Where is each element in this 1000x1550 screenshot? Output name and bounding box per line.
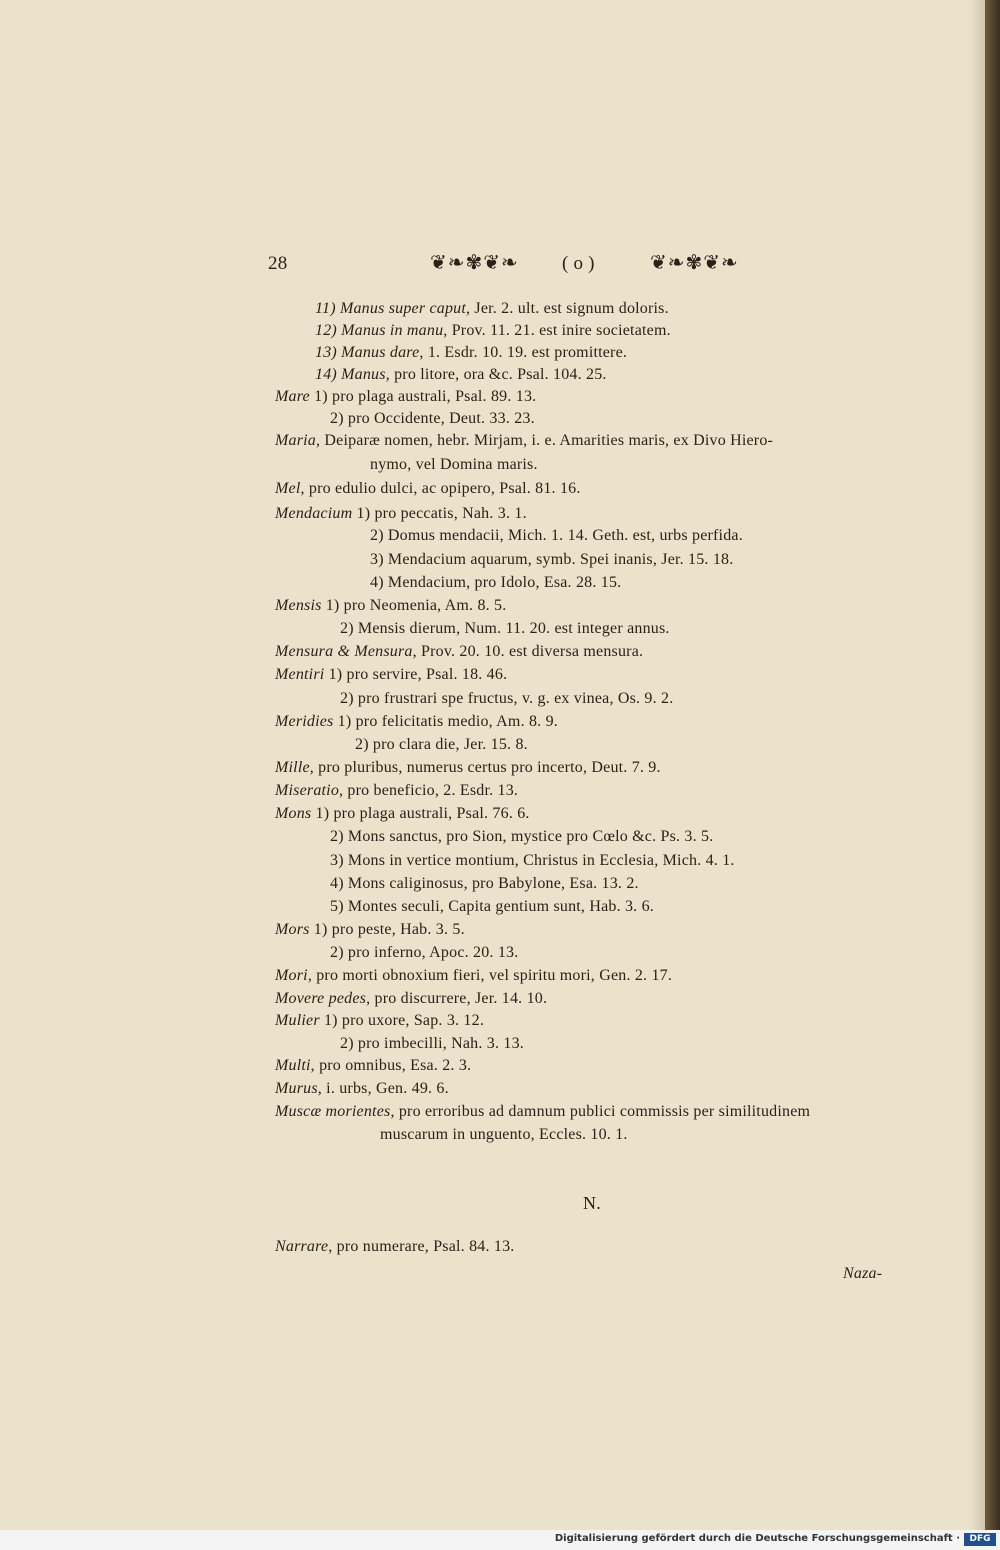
entry-line — [330, 898, 654, 916]
entry-definition: , pro discurrere, Jer. 14. 10. — [366, 990, 548, 1007]
entry-definition: 4) Mons caliginosus, pro Babylone, Esa. 13. 2. — [330, 875, 639, 892]
entry-definition: 1) pro peste, Hab. 3. 5. — [309, 921, 465, 938]
entry-definition: , pro litore, ora &c. Psal. 104. 25. — [385, 366, 607, 383]
entry-headword: Mille — [275, 759, 310, 776]
entry-definition: , pro morti obnoxium fieri, vel spiritu mori, Gen. 2. 17. — [307, 967, 673, 984]
entry-headword: Mare — [275, 388, 310, 405]
entry-definition: , pro erroribus ad damnum publici commissis per similitudinem — [390, 1103, 811, 1120]
entry-headword: 13) Manus dare — [315, 344, 420, 361]
page-number: 28 — [268, 253, 288, 274]
footer-credit: Digitalisierung gefördert durch die Deutsche Forschungsgemeinschaft · — [554, 1533, 960, 1544]
entry-definition: , i. urbs, Gen. 49. 6. — [317, 1080, 449, 1097]
entry-definition: , pro edulio dulci, ac opipero, Psal. 81. 16. — [300, 480, 581, 497]
entry-headword: Mors — [275, 921, 310, 938]
entry-definition: , Jer. 2. ult. est signum doloris. — [466, 300, 669, 317]
entry-line — [275, 759, 661, 777]
entry-line — [340, 620, 670, 638]
entry-line — [370, 527, 743, 545]
book-edge — [985, 0, 1000, 1530]
entry-headword: Mensis — [275, 597, 322, 614]
entry-line — [275, 967, 672, 985]
catchword: Naza- — [843, 1265, 883, 1282]
entry-definition: , Deiparæ nomen, hebr. Mirjam, i. e. Amarities maris, ex Divo Hiero- — [316, 432, 774, 449]
entry-headword: Mensura & Mensura — [275, 643, 413, 660]
entry-headword: 11) Manus super caput — [315, 300, 466, 317]
entry-headword: Mentiri — [275, 666, 325, 683]
running-head: ( o ) — [562, 253, 595, 274]
entry-definition: 2) Domus mendacii, Mich. 1. 14. Geth. est, urbs perfida. — [370, 527, 743, 544]
entry-line — [275, 1057, 471, 1075]
entry-line — [370, 574, 621, 592]
entry-headword: 14) Manus — [315, 366, 386, 383]
entry-line — [380, 1126, 628, 1144]
entry-line — [275, 597, 506, 615]
entry-line — [275, 782, 518, 800]
entry-line — [275, 805, 530, 823]
entry-line — [355, 736, 528, 754]
entry-definition: 5) Montes seculi, Capita gentium sunt, Hab. 3. 6. — [330, 898, 654, 915]
entry-definition: , Prov. 11. 21. est inire societatem. — [443, 322, 671, 339]
entry-line — [330, 828, 713, 846]
entry-line — [315, 366, 607, 384]
entry-line — [370, 456, 538, 474]
entry-definition: 1) pro servire, Psal. 18. 46. — [324, 666, 508, 683]
entry-line — [340, 1035, 524, 1053]
entry-line — [275, 666, 507, 684]
entry-headword: Narrare — [275, 1238, 329, 1255]
entry-line — [275, 713, 558, 731]
entry-definition: 4) Mendacium, pro Idolo, Esa. 28. 15. — [370, 574, 622, 591]
entry-definition: , pro pluribus, numerus certus pro incerto, Deut. 7. 9. — [309, 759, 661, 776]
ornament-right: ❦❧✾❦❧ — [650, 250, 739, 274]
entry-definition: muscarum in unguento, Eccles. 10. 1. — [380, 1126, 628, 1143]
entry-headword: Murus — [275, 1080, 318, 1097]
entry-definition: 1) pro felicitatis medio, Am. 8. 9. — [333, 713, 558, 730]
entry-definition: nymo, vel Domina maris. — [370, 456, 538, 473]
entry-line — [315, 300, 669, 318]
section-letter: N. — [583, 1193, 601, 1213]
entry-headword: 12) Manus in manu — [315, 322, 444, 339]
entry-line — [275, 1103, 810, 1121]
entry-headword: Mori — [275, 967, 308, 984]
entry-definition: 1) pro plaga australi, Psal. 76. 6. — [311, 805, 530, 822]
entry-headword: Maria — [275, 432, 316, 449]
entry-definition: , pro beneficio, 2. Esdr. 13. — [339, 782, 519, 799]
entry-line — [330, 875, 639, 893]
entry-headword: Meridies — [275, 713, 334, 730]
entry-definition: , Prov. 20. 10. est diversa mensura. — [412, 643, 644, 660]
entry-definition: , pro numerare, Psal. 84. 13. — [328, 1238, 515, 1255]
entry-line — [275, 505, 527, 523]
entry-definition: 2) pro imbecilli, Nah. 3. 13. — [340, 1035, 524, 1052]
entry-definition: 1) pro peccatis, Nah. 3. 1. — [352, 505, 527, 522]
entry-line — [275, 432, 773, 450]
entry-line — [275, 921, 465, 939]
entry-line — [275, 1238, 514, 1256]
entry-line — [275, 480, 581, 498]
entry-definition: 1) pro Neomenia, Am. 8. 5. — [321, 597, 507, 614]
entry-definition: 3) Mendacium aquarum, symb. Spei inanis, Jer. 15. 18. — [370, 551, 734, 568]
entry-definition: 2) pro Occidente, Deut. 33. 23. — [330, 410, 535, 427]
entry-line — [330, 410, 535, 428]
entry-line — [275, 388, 536, 406]
entry-line — [275, 643, 643, 661]
entry-definition: 2) Mons sanctus, pro Sion, mystice pro Cœlo &c. Ps. 3. 5. — [330, 828, 714, 845]
entry-definition: 2) Mensis dierum, Num. 11. 20. est integer annus. — [340, 620, 670, 637]
entry-line — [275, 1012, 484, 1030]
entry-line — [315, 322, 671, 340]
ornament-left: ❦❧✾❦❧ — [430, 250, 519, 274]
entry-headword: Multi — [275, 1057, 311, 1074]
dfg-logo: DFG — [964, 1533, 996, 1546]
entry-definition: 2) pro clara die, Jer. 15. 8. — [355, 736, 528, 753]
entry-line — [330, 944, 518, 962]
entry-headword: Mons — [275, 805, 312, 822]
entry-line — [275, 990, 547, 1008]
entry-definition: 2) pro inferno, Apoc. 20. 13. — [330, 944, 519, 961]
footer-bar — [0, 1530, 1000, 1550]
entry-definition: , pro omnibus, Esa. 2. 3. — [310, 1057, 472, 1074]
entry-headword: Muscæ morientes — [275, 1103, 391, 1120]
entry-headword: Movere pedes — [275, 990, 367, 1007]
entry-line — [370, 551, 733, 569]
entry-definition: , 1. Esdr. 10. 19. est promittere. — [419, 344, 628, 361]
entry-definition: 1) pro plaga australi, Psal. 89. 13. — [309, 388, 537, 405]
entry-line — [330, 852, 735, 870]
entry-headword: Mulier — [275, 1012, 320, 1029]
entry-definition: 2) pro frustrari spe fructus, v. g. ex vinea, Os. 9. 2. — [340, 690, 674, 707]
entry-line — [275, 1080, 449, 1098]
entry-line — [340, 690, 673, 708]
entry-headword: Mel — [275, 480, 301, 497]
entry-definition: 1) pro uxore, Sap. 3. 12. — [319, 1012, 485, 1029]
entry-line — [315, 344, 627, 362]
entry-definition: 3) Mons in vertice montium, Christus in Ecclesia, Mich. 4. 1. — [330, 852, 735, 869]
entry-headword: Miseratio — [275, 782, 340, 799]
entry-headword: Mendacium — [275, 505, 353, 522]
